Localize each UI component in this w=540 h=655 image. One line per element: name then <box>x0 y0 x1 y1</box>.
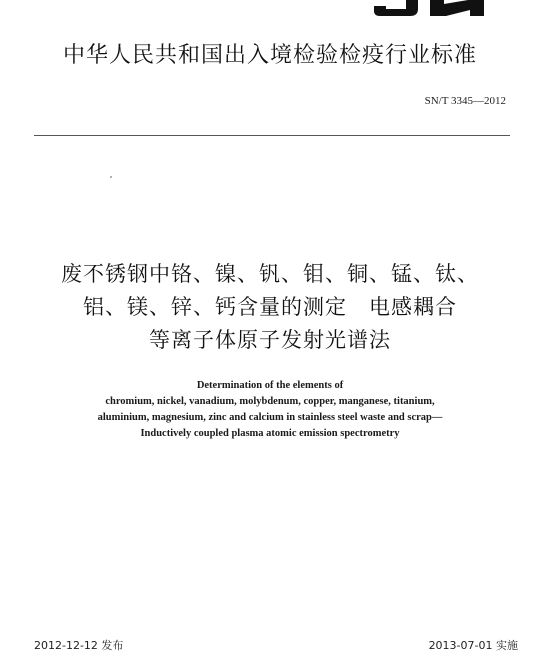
header-divider <box>34 135 510 136</box>
english-title-line-2: chromium, nickel, vanadium, molybdenum, copper, manganese, titanium, <box>105 396 435 407</box>
english-title-line-1: Determination of the elements of <box>196 380 344 391</box>
english-title <box>0 378 540 442</box>
chinese-title <box>0 258 540 357</box>
issue-date: 2012-12-12 发布 <box>34 639 124 652</box>
english-title-line-4: Inductively coupled plasma atomic emission spectrometry <box>140 428 400 439</box>
scan-speck <box>110 176 112 178</box>
english-title-line-3: aluminium, magnesium, zinc and calcium in stainless steel waste and scrap— <box>97 412 443 423</box>
sn-logo <box>372 0 488 16</box>
chinese-title-line-3: 等离子体原子发射光谱法 <box>149 328 391 352</box>
implementation-date: 2013-07-01 实施 <box>428 639 518 652</box>
chinese-title-line-2: 铝、镁、锌、钙含量的测定 电感耦合 <box>83 295 457 319</box>
chinese-title-line-1: 废不锈钢中铬、镍、钒、钼、铜、锰、钛、 <box>61 262 479 286</box>
standard-number: SN/T 3345—2012 <box>424 95 506 107</box>
issuing-organization-title: 中华人民共和国出入境检验检疫行业标准 <box>62 43 477 68</box>
